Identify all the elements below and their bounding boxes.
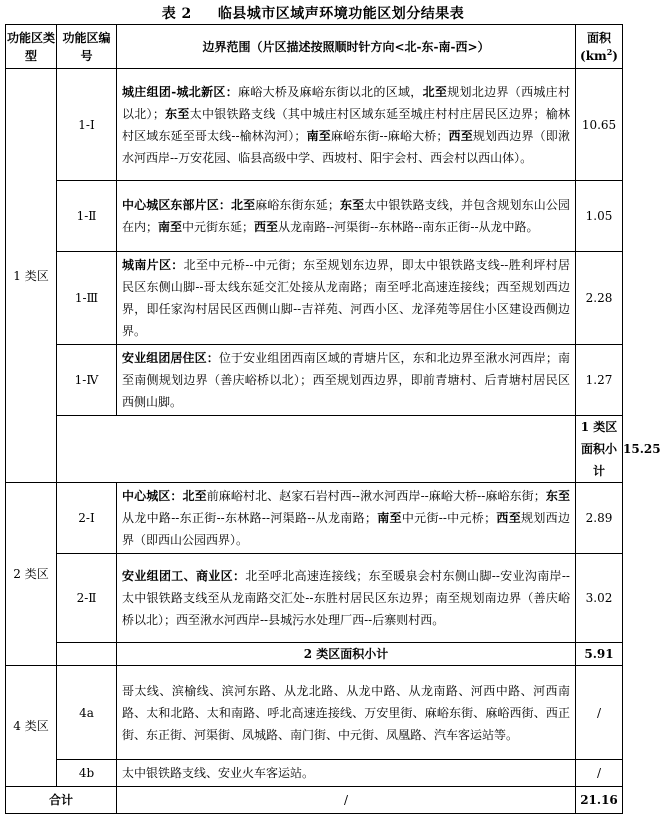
table-row bbox=[6, 666, 623, 760]
zone-boundary: 中心城区东部片区：北至麻峪东街东延；东至太中银铁路支线，并包含规划东山公园在内；南至中元街东延；西至从龙南路--河渠街--东林路--南东正街--从龙中路。 bbox=[117, 181, 576, 252]
table-row bbox=[6, 69, 623, 181]
zone-area: 3.02 bbox=[576, 554, 623, 643]
zoning-table bbox=[5, 24, 661, 814]
zone-name: 安业组团居住区： bbox=[122, 351, 219, 365]
zone-boundary: 安业组团工、商业区：北至呼北高速连接线；东至暖泉会村东侧山脚--安业沟南岸--太中银铁路支线至从龙南路交汇处--东胜村居民区东边界；南至规划南边界（善庆峪桥以北）；西至湫水河西岸--县城污水处理厂西--后寨则村西。 bbox=[117, 554, 576, 643]
subtotal-label: 2 类区面积小计 bbox=[117, 643, 576, 666]
zone-name: 中心城区东部片区： bbox=[122, 198, 231, 212]
zone-code: 4a bbox=[57, 666, 117, 760]
zone-code: 1-Ⅱ bbox=[57, 181, 117, 252]
total-area: 21.16 bbox=[576, 787, 623, 814]
header-area-unit: (km bbox=[580, 48, 607, 63]
table-row bbox=[6, 483, 623, 554]
zone-code: 1-Ⅰ bbox=[57, 69, 117, 181]
class4-label: 4 类区 bbox=[6, 666, 57, 787]
zone-area: / bbox=[576, 760, 623, 787]
zone-boundary: 城庄组团-城北新区：麻峪大桥及麻峪东街以北的区域，北至规划北边界（西城庄村以北）；东至太中银铁路支线（其中城庄村区域东延至城庄村村庄居民区边界；榆林村区域东延至哥太线--榆林沟河）；南至麻峪东街--麻峪大桥；西至规划西边界（即湫水河西岸--万安花园、临县高级中学、西坡村、阳宇会村、西会村以西山体）。 bbox=[117, 69, 576, 181]
zone-boundary: 中心城区：北至前麻峪村北、赵家石岩村西--湫水河西岸--麻峪大桥--麻峪东街；东至从龙中路--东正街--东林路--河渠路--从龙南路；南至中元街--中元桥；西至规划西边界（即西山公园西界）。 bbox=[117, 483, 576, 554]
zone-boundary: 哥太线、滨榆线、滨河东路、从龙北路、从龙中路、从龙南路、河西中路、河西南路、太和北路、太和南路、呼北高速连接线、万安里街、麻峪东街、麻峪西街、西正街、东正街、河渠街、凤城路、南门街、中元街、凤凰路、汽车客运站等。 bbox=[117, 666, 576, 760]
table-row bbox=[6, 760, 623, 787]
zone-name: 城南片区： bbox=[122, 258, 184, 272]
table-row bbox=[6, 181, 623, 252]
total-label: 合计 bbox=[6, 787, 117, 814]
zone-name: 中心城区： bbox=[122, 489, 183, 503]
zone-area: 1.05 bbox=[576, 181, 623, 252]
zone-area: 2.89 bbox=[576, 483, 623, 554]
zone-code: 4b bbox=[57, 760, 117, 787]
zone-code: 2-Ⅰ bbox=[57, 483, 117, 554]
zone-boundary: 城南片区：北至中元桥--中元街；东至规划东边界，即太中银铁路支线--胜利坪村居民区东侧山脚--哥太线东延交汇处接从龙南路；南至呼北高速连接线；西至规划西边界，即任家沟村居民区西侧山脚--吉祥苑、河西小区、龙泽苑等居住小区建设西侧边界。 bbox=[117, 252, 576, 345]
total-boundary: / bbox=[117, 787, 576, 814]
header-area bbox=[576, 25, 623, 69]
subtotal-value: 5.91 bbox=[576, 643, 623, 666]
header-area-unit-close: ) bbox=[612, 48, 618, 63]
table-number: 表 2 bbox=[161, 6, 192, 22]
header-area-label: 面积 bbox=[586, 30, 611, 45]
zone-area: 10.65 bbox=[576, 69, 623, 181]
header-boundary: 边界范围（片区描述按照顺时针方向<北-东-南-西>） bbox=[117, 25, 576, 69]
zone-boundary: 安业组团居住区：位于安业组团西南区域的青塘片区，东和北边界至湫水河西岸；南至南侧规划边界（善庆峪桥以北）；西至规划西边界，即前青塘村、后青塘村居民区西侧山脚。 bbox=[117, 345, 576, 416]
subtotal-row bbox=[6, 643, 623, 666]
total-row bbox=[6, 787, 623, 814]
header-type: 功能区类型 bbox=[6, 25, 57, 69]
table-row bbox=[6, 252, 623, 345]
zone-boundary: 太中银铁路支线、安业火车客运站。 bbox=[117, 760, 576, 787]
table-row bbox=[6, 345, 623, 416]
header-row bbox=[6, 25, 623, 69]
zone-name: 安业组团工、商业区： bbox=[122, 569, 246, 583]
subtotal-spacer bbox=[57, 416, 576, 483]
zone-name: 城庄组团-城北新区： bbox=[122, 84, 239, 99]
zone-area: 2.28 bbox=[576, 252, 623, 345]
subtotal-label: 1 类区面积小计 bbox=[576, 416, 623, 483]
class2-label: 2 类区 bbox=[6, 483, 57, 666]
zone-area: 1.27 bbox=[576, 345, 623, 416]
header-area-unit-sup: 2 bbox=[606, 46, 613, 57]
header-code: 功能区编号 bbox=[57, 25, 117, 69]
zone-code: 1-Ⅳ bbox=[57, 345, 117, 416]
subtotal-spacer bbox=[57, 643, 117, 666]
table-title bbox=[0, 3, 626, 23]
zone-code: 1-Ⅲ bbox=[57, 252, 117, 345]
table-caption: 临县城市区域声环境功能区划分结果表 bbox=[217, 6, 465, 22]
class1-label: 1 类区 bbox=[6, 69, 57, 483]
zone-code: 2-Ⅱ bbox=[57, 554, 117, 643]
table-row bbox=[6, 554, 623, 643]
zone-area: / bbox=[576, 666, 623, 760]
subtotal-row: 1 类区面积小计 15.25 bbox=[6, 416, 623, 483]
